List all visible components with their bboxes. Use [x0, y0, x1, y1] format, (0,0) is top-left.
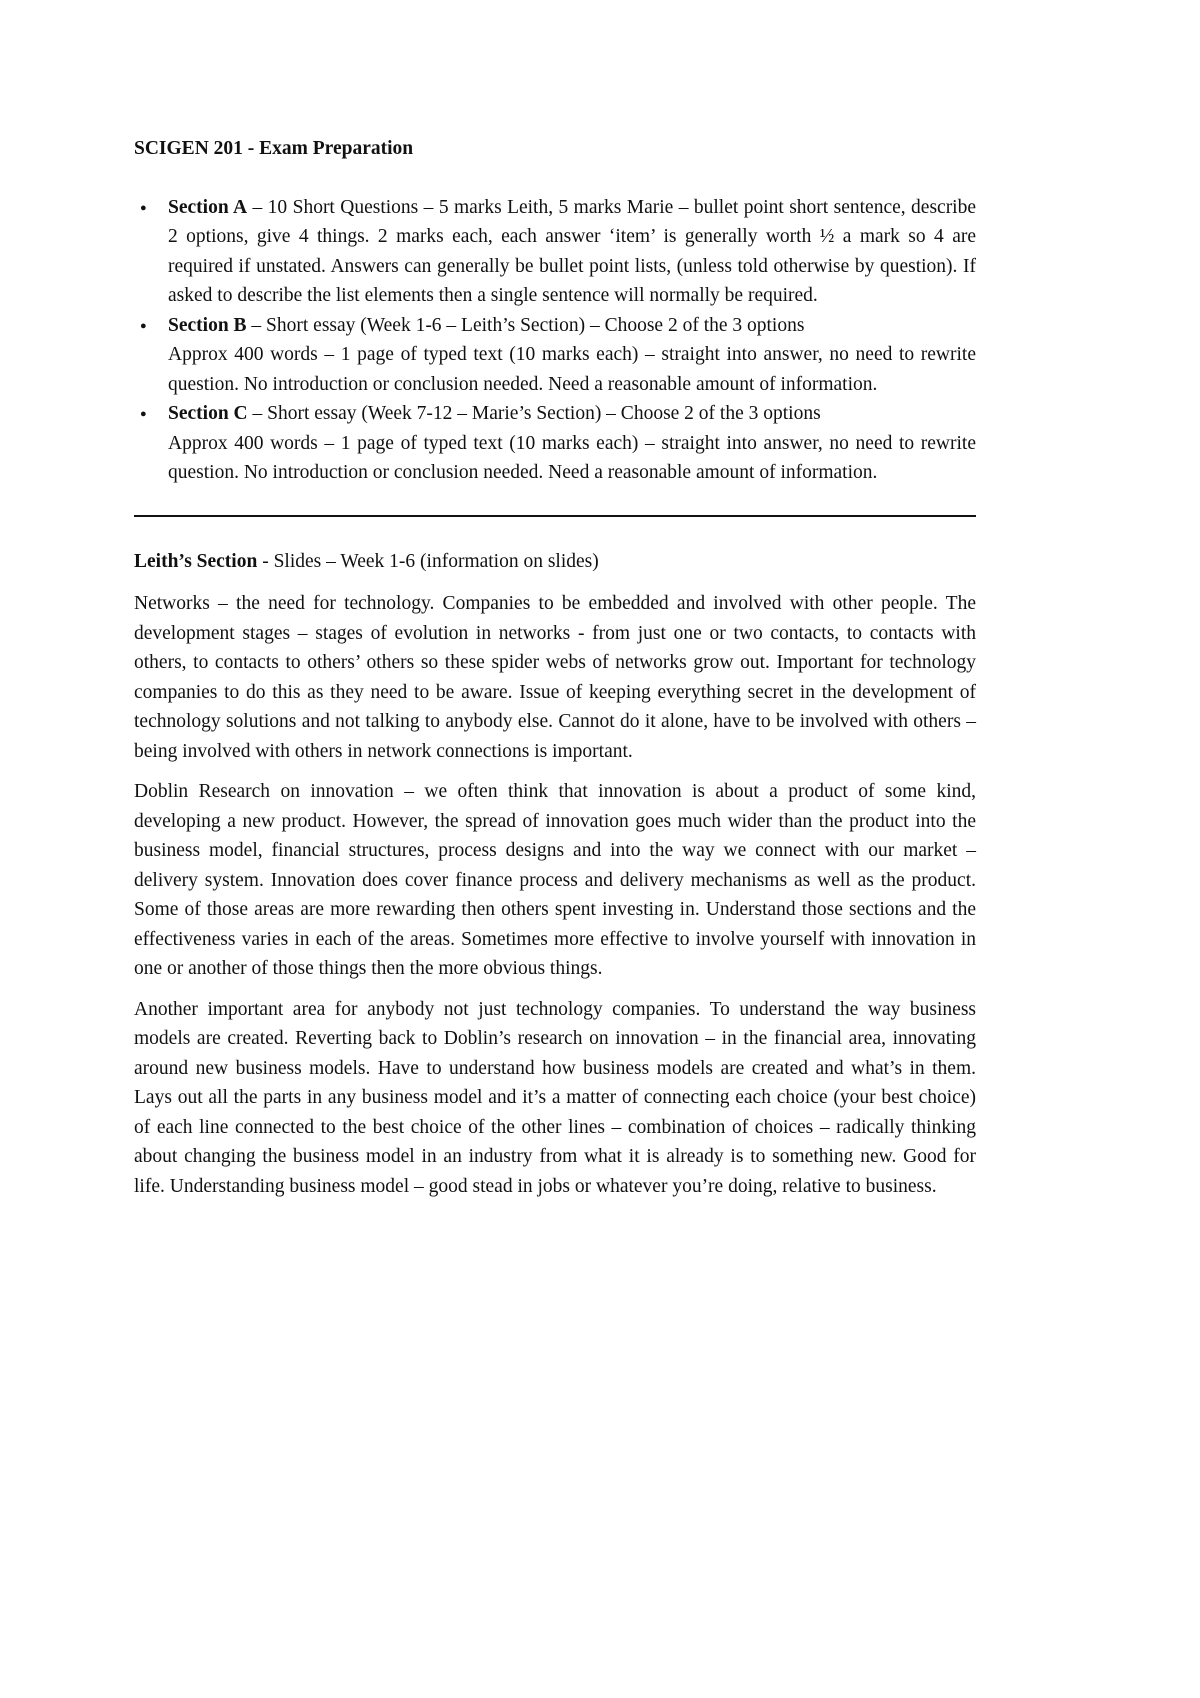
section-label: Section C: [168, 403, 248, 424]
horizontal-divider: [134, 515, 976, 517]
document-page: [134, 134, 976, 1212]
section-detail: Approx 400 words – 1 page of typed text (10 marks each) – straight into answer, no need to rewrite question. No introduction or conclusion needed. Need a reasonable amount of information.: [168, 432, 976, 483]
section-text: – 10 Short Questions – 5 marks Leith, 5 marks Marie – bullet point short sentence, describe 2 options, give 4 things. 2 marks each, each answer ‘item’ is generally worth ½ a mark so 4 are required if unstated. Answers can generally be bullet point lists, (unless told otherwise by question). If asked to describe the list elements then a single sentence will normally be required.: [168, 196, 977, 306]
section-label: Section A: [168, 196, 248, 218]
section-text: – Short essay (Week 7-12 – Marie’s Section) – Choose 2 of the 3 options: [252, 403, 821, 424]
list-item-section-c: [134, 399, 976, 488]
list-item-section-a: [134, 193, 976, 311]
heading-subtext: - Slides – Week 1-6 (information on slides): [262, 550, 599, 572]
paragraph-business-models: Another important area for anybody not just technology companies. To understand the way business models are created. Reverting back to Doblin’s research on innovation – in the financial area, innovating around new business models. Have to understand how business models are created and what’s in them. Lays out all the parts in any business model and it’s a matter of connecting each choice (your best choice) of each line connected to the best choice of the other lines – combination of choices – radically thinking about changing the business model in an industry from what it is already is to something new. Good for life. Understanding business model – good stead in jobs or whatever you’re doing, relative to business.: [134, 998, 976, 1197]
bullet-icon: ●: [140, 408, 147, 420]
bullet-icon: ●: [140, 201, 147, 214]
exam-sections-list: [134, 193, 976, 488]
section-text: – Short essay (Week 1-6 – Leith’s Section) – Choose 2 of the 3 options: [251, 314, 805, 336]
paragraph-doblin: Doblin Research on innovation – we often think that innovation is about a product of some kind, developing a new product. However, the spread of innovation goes much wider than the product into the business model, financial structures, process designs and into the way we connect with our market – delivery system. Innovation does cover finance process and delivery mechanisms as well as the product. Some of those areas are more rewarding then others spent investing in. Understand those sections and the effectiveness varies in each of the areas. Sometimes more effective to involve yourself with innovation in one or another of those things then the more obvious things.: [134, 781, 976, 979]
paragraph-networks: Networks – the need for technology. Companies to be embedded and involved with other people. The development stages – stages of evolution in networks - from just one or two contacts, to contacts with others, to contacts to others’ others so these spider webs of networks grow out. Important for technology companies to do this as they need to be aware. Issue of keeping everything secret in the development of technology solutions and not talking to anybody else. Cannot do it alone, have to be involved with others – being involved with others in network connections is important.: [134, 593, 976, 762]
heading-bold: Leith’s Section: [134, 550, 258, 572]
bullet-icon: ●: [140, 319, 147, 332]
document-title: SCIGEN 201 - Exam Preparation: [134, 138, 414, 159]
list-item-section-b: [134, 311, 976, 400]
section-detail: Approx 400 words – 1 page of typed text (10 marks each) – straight into answer, no need to rewrite question. No introduction or conclusion needed. Need a reasonable amount of information.: [168, 344, 976, 395]
section-label: Section B: [168, 314, 247, 336]
leith-section-heading: [134, 547, 976, 577]
